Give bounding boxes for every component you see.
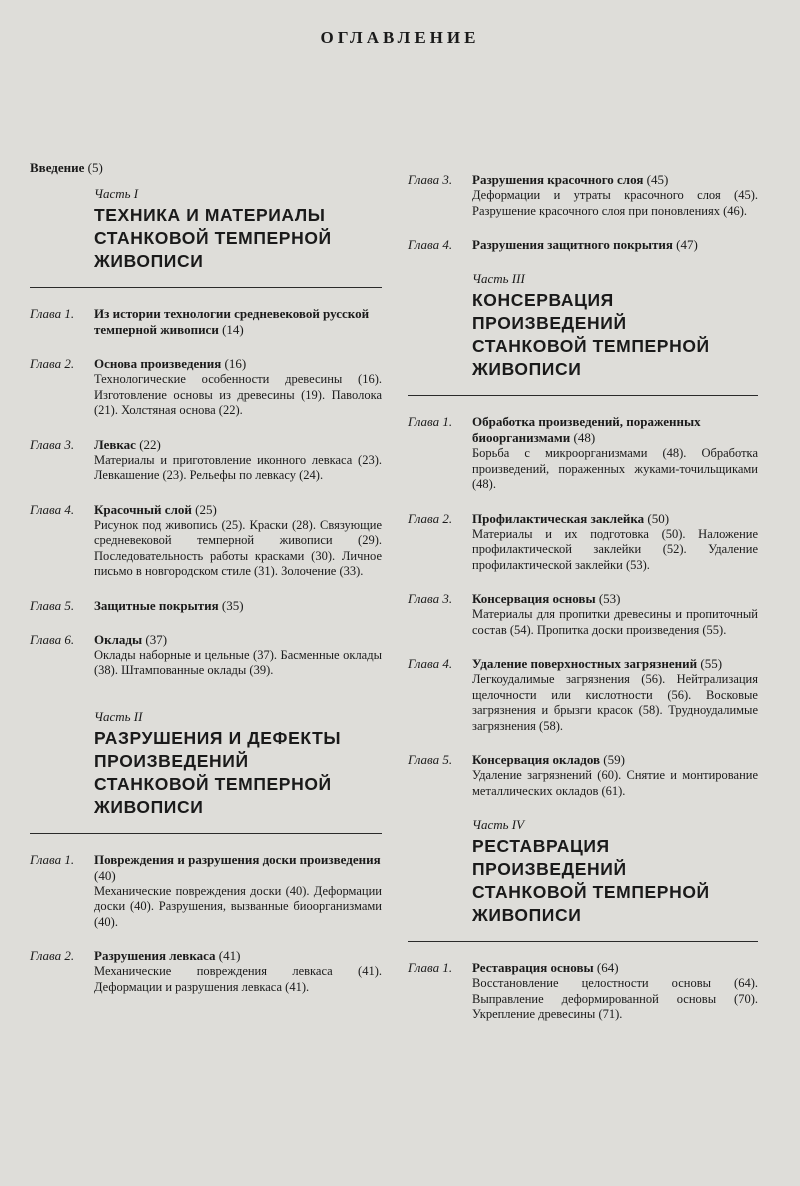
- part-divider: [30, 833, 382, 834]
- chapter-label: Глава 1.: [30, 851, 75, 867]
- part-heading-3: [472, 271, 758, 381]
- chapter-subsections: Восстановление целостности основы (64). Выправление деформированной основы (70). Укрепление древесины (71).: [472, 976, 758, 1021]
- part-title-line: СТАНКОВОЙ ТЕМПЕРНОЙ: [472, 882, 710, 902]
- chapter-subsections: Технологические особенности древесины (16). Изготовление основы из древесины (19). Паволока (21). Холстяная основа (22).: [94, 372, 382, 417]
- chapter-title: Реставрация основы: [472, 960, 594, 975]
- chapter-subsections: Легкоудалимые загрязнения (56). Нейтрализация щелочности или кислотности (56). Восковые загрязнения и брызги красок (58). Трудноудалимые загрязнения (58).: [472, 672, 758, 733]
- chapter-label: Глава 2.: [30, 356, 75, 371]
- part-title-line: ПРОИЗВЕДЕНИЙ: [94, 750, 249, 771]
- part-title-line: СТАНКОВОЙ ТЕМПЕРНОЙ: [472, 336, 710, 356]
- chapter-page: (37): [145, 631, 168, 647]
- chapter-subsections: Механические повреждения левкаса (41). Деформации и разрушения левкаса (41).: [94, 964, 382, 994]
- entry-title: Введение: [30, 160, 85, 175]
- chapter-title: Красочный слой: [94, 501, 192, 517]
- toc-entry[interactable]: [30, 948, 382, 995]
- chapter-page: (48): [573, 430, 596, 445]
- chapter-label: Глава 2.: [30, 948, 75, 963]
- chapter-page: (45): [646, 172, 669, 187]
- chapter-subsections: Рисунок под живопись (25). Краски (28). Связующие средневековой темперной живописи (29). Последовательность работы красками (30). Личное письмо в новгородском стиле (31). Золочение (33).: [94, 517, 382, 578]
- chapter-title: Из истории технологии средневековой русской темперной живописи: [94, 306, 370, 337]
- toc-entry[interactable]: [408, 172, 758, 219]
- chapter-title: Профилактическая заклейка: [472, 510, 645, 526]
- toc-entry[interactable]: [30, 356, 382, 419]
- toc-entry[interactable]: [30, 437, 382, 484]
- part-heading-1: [94, 186, 382, 273]
- part-title-line: ЖИВОПИСИ: [94, 796, 204, 817]
- chapter-label: Глава 2.: [408, 510, 453, 526]
- chapter-page: (25): [195, 501, 217, 517]
- chapter-label: Глава 3.: [408, 172, 453, 187]
- toc-entry[interactable]: [408, 656, 758, 734]
- part-title: [472, 835, 758, 927]
- chapter-label: Глава 4.: [408, 237, 453, 252]
- chapter-title: Разрушения левкаса: [94, 948, 216, 963]
- part-label: Часть I: [94, 186, 139, 201]
- chapter-label: Глава 3.: [408, 591, 453, 606]
- toc-entry[interactable]: [408, 591, 758, 638]
- chapter-subsections: Оклады наборные и цельные (37). Басменные оклады (38). Штампованные оклады (39).: [94, 647, 382, 677]
- chapter-page: (47): [676, 237, 698, 252]
- toc-entry[interactable]: [408, 752, 758, 799]
- part-title-line: ЖИВОПИСИ: [472, 359, 582, 379]
- part-label: Часть III: [472, 271, 525, 286]
- chapter-title: Консервация основы: [472, 591, 596, 606]
- part-heading-2: [94, 709, 382, 819]
- chapter-label: Глава 5.: [408, 752, 453, 767]
- toc-entry[interactable]: [30, 632, 382, 679]
- part-title-line: ПРОИЗВЕДЕНИЙ: [472, 313, 627, 333]
- chapter-subsections: Борьба с микроорганизмами (48). Обработка произведений, пораженных жуками-точильщиками (48).: [472, 446, 758, 491]
- part-title-line: ЖИВОПИСИ: [94, 251, 204, 271]
- part-title: [94, 204, 382, 273]
- part-title: [94, 727, 382, 819]
- chapter-title: Разрушения красочного слоя: [472, 172, 644, 187]
- chapter-page: (53): [598, 591, 621, 606]
- part-label: Часть IV: [472, 817, 525, 832]
- part-title-line: РЕСТАВРАЦИЯ: [472, 836, 610, 856]
- chapter-subsections: Деформации и утраты красочного слоя (45). Разрушение красочного слоя при поновлениях (46).: [472, 188, 758, 218]
- chapter-page: (41): [218, 948, 241, 963]
- chapter-title: Разрушения защитного покрытия: [472, 237, 673, 252]
- chapter-subsections: Механические повреждения доски (40). Деформации доски (40). Разрушения, вызванные биоорганизмами (40).: [94, 883, 382, 929]
- part-title-line: СТАНКОВОЙ ТЕМПЕРНОЙ: [94, 228, 332, 248]
- toc-right-column: [408, 172, 758, 1041]
- chapter-subsections: Удаление загрязнений (60). Снятие и монтирование металлических окладов (61).: [472, 768, 758, 798]
- part-title-line: РАЗРУШЕНИЯ И ДЕФЕКТЫ: [94, 727, 342, 748]
- chapter-subsections: Материалы и их подготовка (50). Наложение профилактической заклейки (52). Удаление профилактической заклейки (53).: [472, 526, 758, 572]
- chapter-page: (16): [224, 356, 247, 371]
- chapter-title: Защитные покрытия: [94, 597, 219, 613]
- chapter-title: Левкас: [94, 436, 136, 452]
- chapter-page: (64): [596, 960, 619, 975]
- toc-entry[interactable]: [30, 306, 382, 338]
- chapter-page: (14): [222, 322, 244, 337]
- part-title-line: СТАНКОВОЙ ТЕМПЕРНОЙ: [94, 773, 332, 794]
- part-divider: [30, 287, 382, 288]
- chapter-title: Обработка произведений, пораженных биоорганизмами: [472, 414, 701, 445]
- entry-page: (5): [87, 160, 103, 175]
- part-title: [472, 289, 758, 381]
- toc-entry[interactable]: [408, 414, 758, 493]
- page-title: ОГЛАВЛЕНИЕ: [320, 28, 480, 47]
- chapter-title: Оклады: [94, 631, 143, 647]
- chapter-title: Удаление поверхностных загрязнений: [472, 656, 698, 671]
- toc-entry[interactable]: [408, 960, 758, 1023]
- part-title-line: ЖИВОПИСИ: [472, 905, 582, 925]
- chapter-label: Глава 1.: [30, 306, 75, 321]
- chapter-title: Повреждения и разрушения доски произведения: [94, 851, 381, 867]
- part-divider: [408, 941, 758, 942]
- chapter-page: (22): [139, 436, 161, 452]
- chapter-title: Основа произведения: [94, 356, 222, 371]
- part-title-line: КОНСЕРВАЦИЯ: [472, 290, 614, 310]
- toc-entry[interactable]: [30, 502, 382, 580]
- chapter-label: Глава 1.: [408, 960, 453, 975]
- toc-left-column: [30, 160, 382, 1013]
- chapter-label: Глава 4.: [408, 656, 453, 671]
- toc-entry[interactable]: [408, 237, 758, 253]
- chapter-label: Глава 6.: [30, 631, 75, 647]
- chapter-page: (40): [94, 867, 116, 883]
- chapter-label: Глава 4.: [30, 501, 75, 517]
- toc-entry[interactable]: [408, 511, 758, 574]
- chapter-page: (50): [647, 510, 670, 526]
- chapter-subsections: Материалы для пропитки древесины и пропиточный состав (54). Пропитка доски произведения (55).: [472, 607, 758, 637]
- part-title-line: ПРОИЗВЕДЕНИЙ: [472, 859, 627, 879]
- part-label: Часть II: [94, 708, 143, 724]
- chapter-label: Глава 5.: [30, 597, 75, 613]
- chapter-title: Консервация окладов: [472, 752, 601, 767]
- part-heading-4: [472, 817, 758, 927]
- toc-entry[interactable]: [30, 598, 382, 614]
- part-divider: [408, 395, 758, 396]
- chapter-page: (35): [221, 597, 244, 613]
- toc-entry-introduction[interactable]: [30, 160, 382, 176]
- chapter-label: Глава 3.: [30, 436, 75, 452]
- chapter-label: Глава 1.: [408, 414, 453, 429]
- chapter-subsections: Материалы и приготовление иконного левкаса (23). Левкашение (23). Рельефы по левкасу (24).: [94, 452, 382, 482]
- part-title-line: ТЕХНИКА И МАТЕРИАЛЫ: [94, 205, 326, 225]
- toc-entry[interactable]: [30, 852, 382, 931]
- chapter-page: (59): [603, 752, 625, 767]
- chapter-page: (55): [700, 656, 723, 671]
